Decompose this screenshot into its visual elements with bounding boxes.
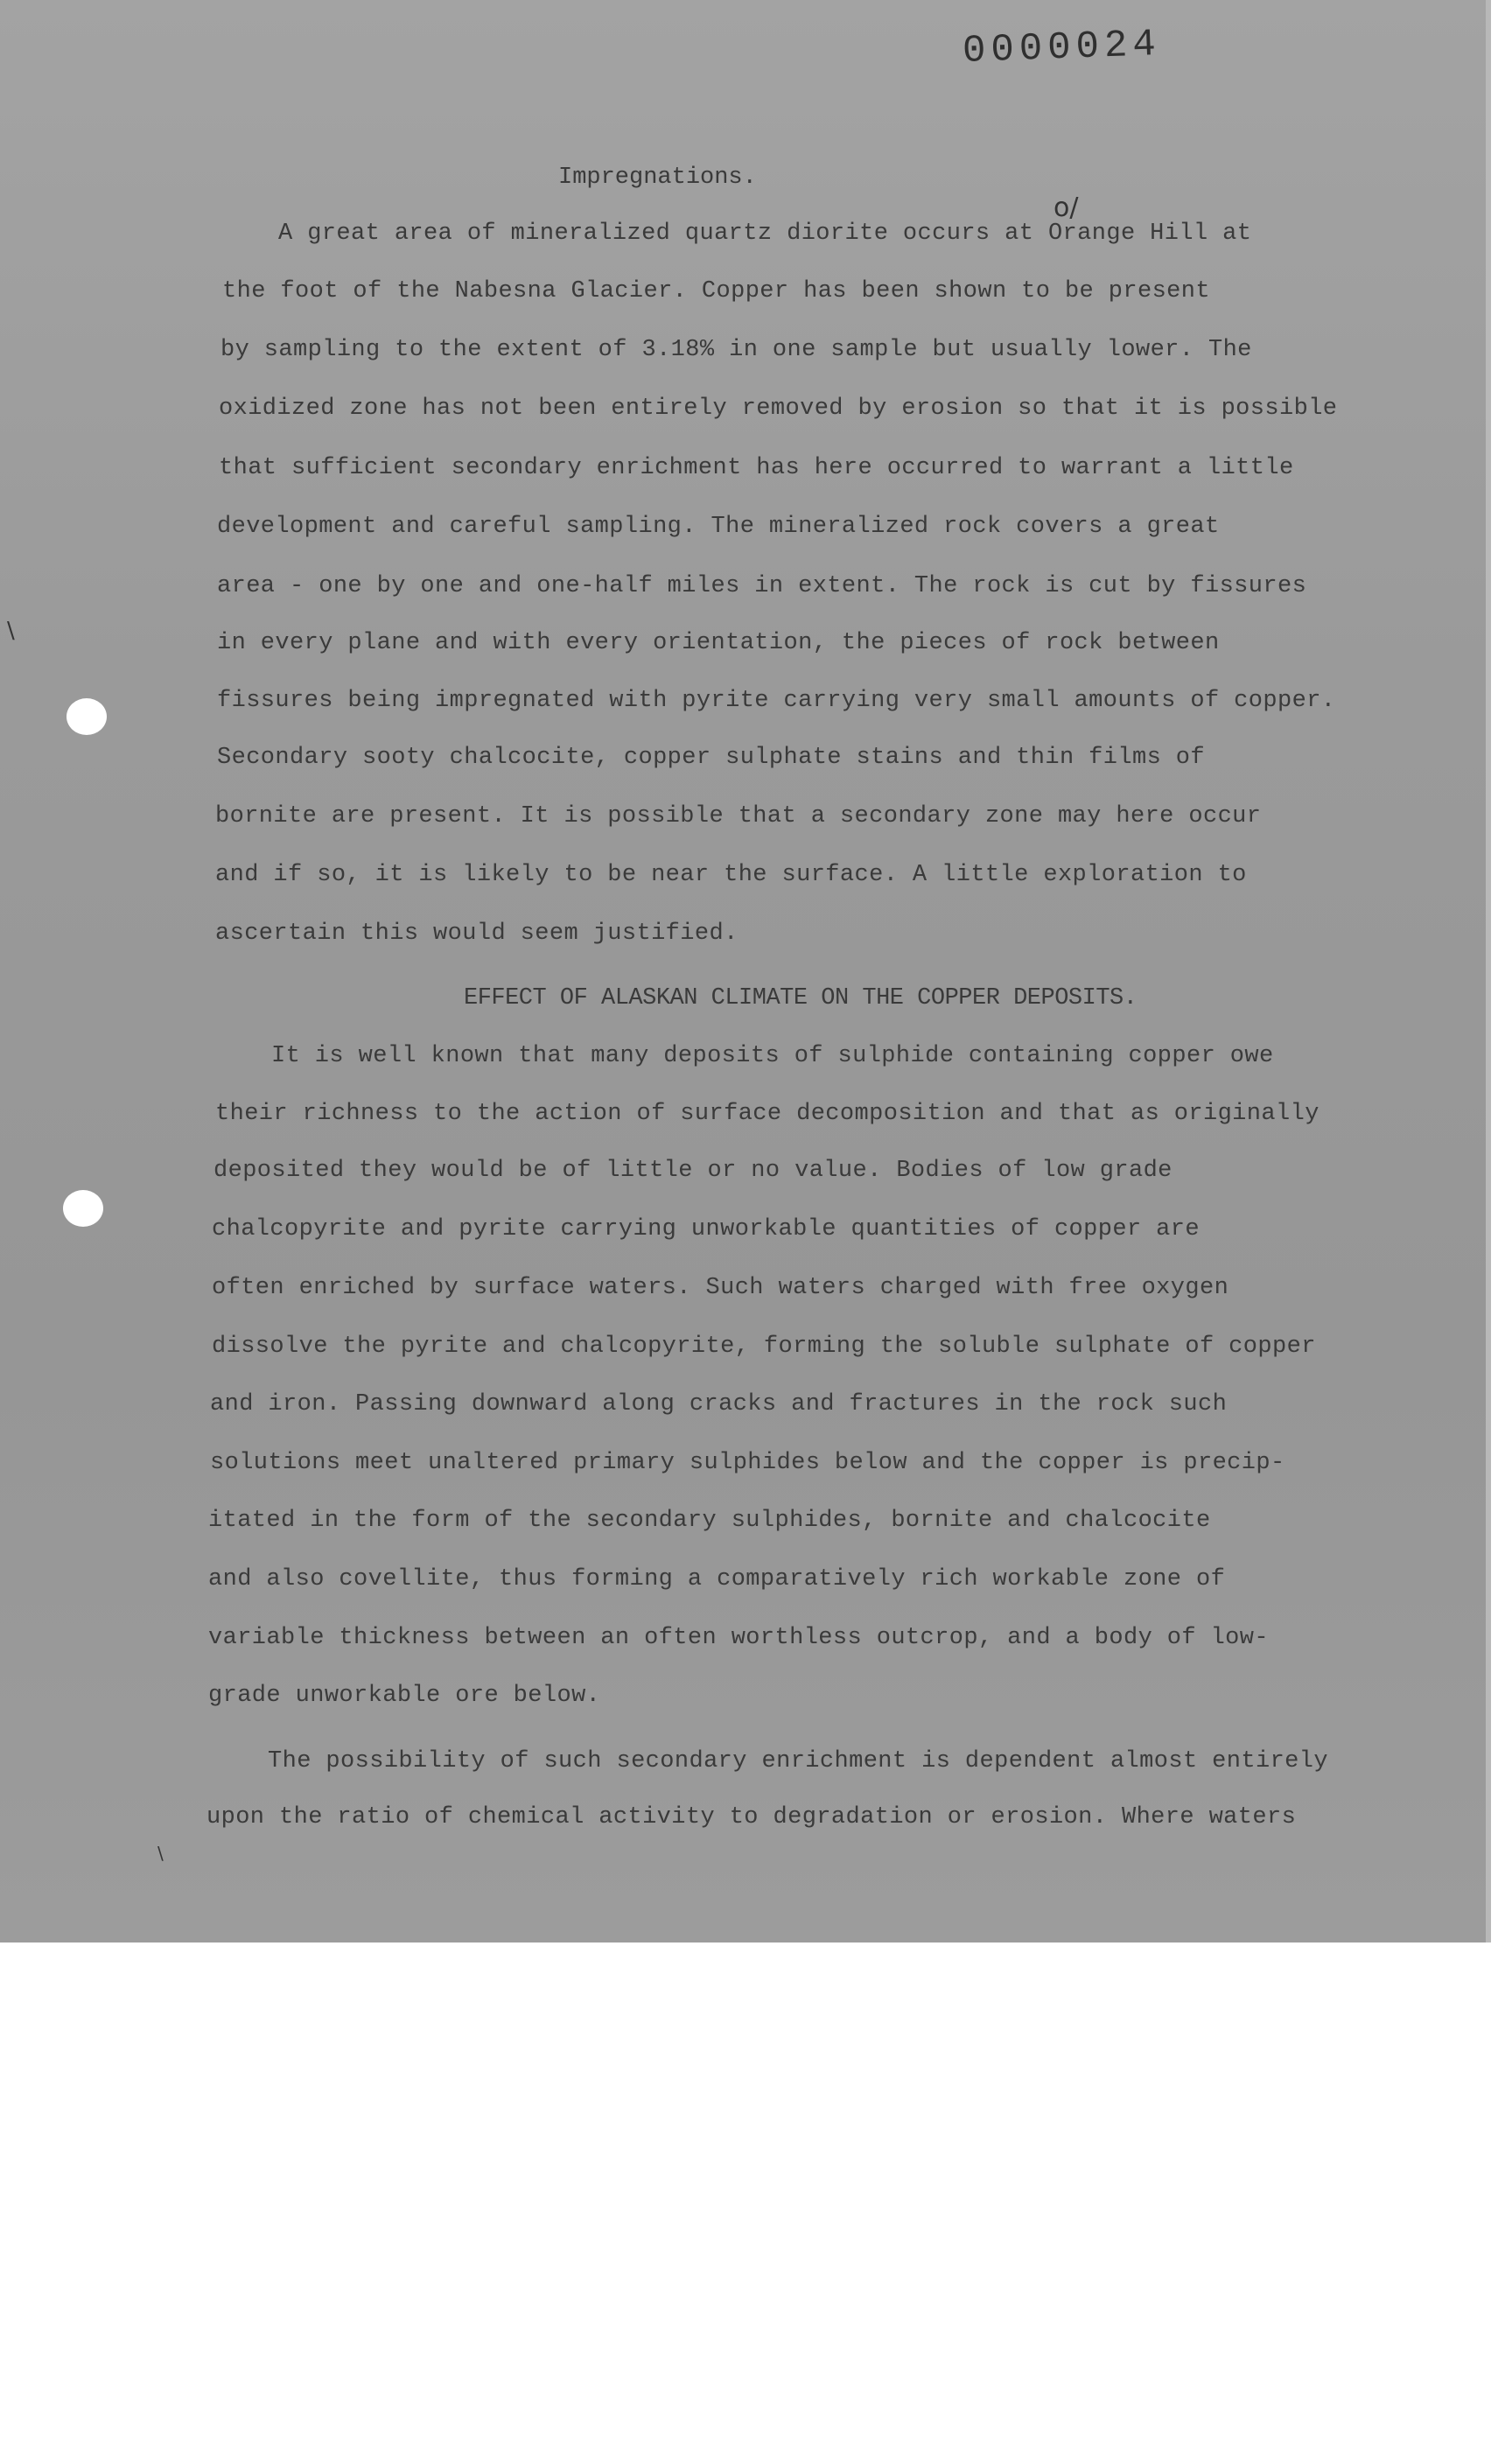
text-line: the foot of the Nabesna Glacier. Copper has been shown to be present (222, 278, 1210, 304)
text-line: and also covellite, thus forming a comparatively rich workable zone of (208, 1566, 1226, 1592)
text-line: solutions meet unaltered primary sulphides below and the copper is precip- (210, 1450, 1285, 1476)
section-heading: EFFECT OF ALASKAN CLIMATE ON THE COPPER DEPOSITS. (464, 985, 1138, 1012)
text-line: area - one by one and one-half miles in extent. The rock is cut by fissures (217, 573, 1307, 599)
text-line: in every plane and with every orientation, the pieces of rock between (217, 630, 1220, 656)
margin-tick-mark: \ (7, 618, 15, 644)
text-line: deposited they would be of little or no value. Bodies of low grade (214, 1158, 1172, 1184)
section-heading: Impregnations. (558, 164, 757, 191)
text-line: grade unworkable ore below. (208, 1683, 601, 1709)
text-line: oxidized zone has not been entirely removed by erosion so that it is possible (219, 396, 1338, 422)
text-line: Secondary sooty chalcocite, copper sulphate stains and thin films of (217, 745, 1205, 771)
text-line: and iron. Passing downward along cracks and fractures in the rock such (210, 1391, 1228, 1418)
text-line: dissolve the pyrite and chalcopyrite, forming the soluble sulphate of copper (212, 1334, 1316, 1360)
text-line: ascertain this would seem justified. (215, 920, 738, 947)
punch-hole (66, 698, 107, 735)
text-line: It is well known that many deposits of sulphide containing copper owe (271, 1043, 1274, 1069)
margin-tick-mark: \ (158, 1843, 164, 1864)
text-line: upon the ratio of chemical activity to degradation or erosion. Where waters (206, 1804, 1297, 1830)
text-line: A great area of mineralized quartz diorite occurs at Orange Hill at (278, 220, 1252, 247)
text-line: fissures being impregnated with pyrite carrying very small amounts of copper. (217, 688, 1336, 714)
text-line: variable thickness between an often worthless outcrop, and a body of low- (208, 1625, 1269, 1651)
text-line: itated in the form of the secondary sulphides, bornite and chalcocite (208, 1508, 1211, 1534)
text-line: their richness to the action of surface decomposition and that as originally (215, 1101, 1320, 1127)
text-line: often enriched by surface waters. Such waters charged with free oxygen (212, 1275, 1229, 1301)
text-line: development and careful sampling. The mineralized rock covers a great (217, 514, 1220, 540)
text-line: The possibility of such secondary enrichment is dependent almost entirely (268, 1748, 1328, 1774)
serial-number: 0000024 (962, 23, 1162, 74)
text-line: by sampling to the extent of 3.18% in one sample but usually lower. The (220, 337, 1252, 363)
text-line: chalcopyrite and pyrite carrying unworkable quantities of copper are (212, 1216, 1200, 1242)
text-line: and if so, it is likely to be near the surface. A little exploration to (215, 862, 1247, 888)
handwritten-correction-mark: o/ (1054, 192, 1079, 223)
punch-hole (63, 1190, 103, 1227)
text-line: that sufficient secondary enrichment has here occurred to warrant a little (219, 455, 1294, 481)
text-line: bornite are present. It is possible that a secondary zone may here occur (215, 803, 1262, 830)
